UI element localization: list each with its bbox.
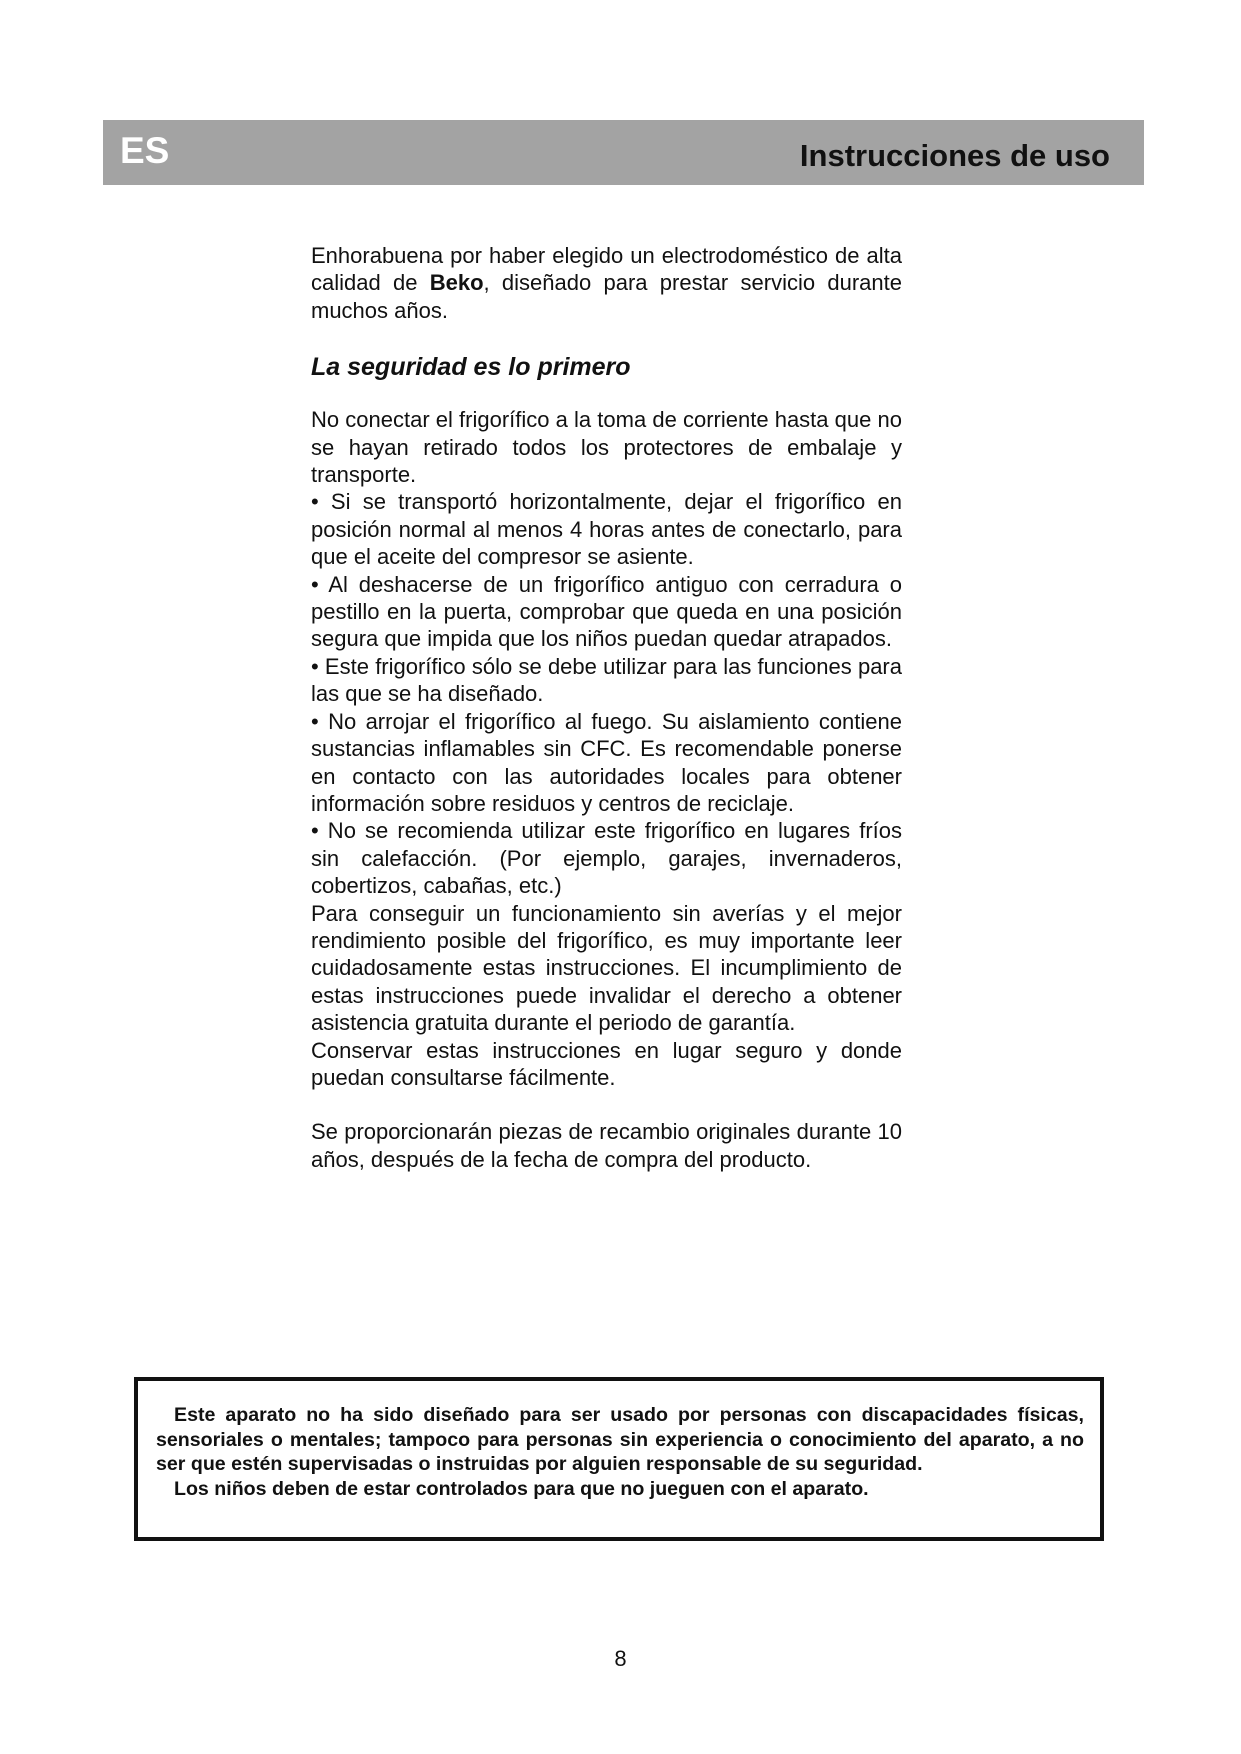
language-code: ES <box>120 130 170 171</box>
bullet-uso-previsto: • Este frigorífico sólo se debe utilizar para las funciones para las que se ha diseñado. <box>311 653 902 707</box>
warning-text-ninos: Los niños deben de estar controlados para que no jueguen con el aparato. <box>174 1477 869 1500</box>
paragraph-no-conectar: No conectar el frigorífico a la toma de corriente hasta que no se hayan retirado todos los protectores de embalaje y transporte. <box>311 407 902 488</box>
intro-text-after: , diseñado para prestar servicio durante muchos años. <box>311 270 902 323</box>
bullet-lugares-frios: • No se recomienda utilizar este frigorífico en lugares fríos sin calefacción. (Por ejemplo, garajes, invernaderos, cobertizos, cabañas, etc.) <box>311 818 902 899</box>
bullet-transporte-horizontal: • Si se transportó horizontalmente, dejar el frigorífico en posición normal al menos 4 horas antes de conectarlo, para que el aceite del compresor se asiente. <box>311 489 902 570</box>
section-title: La seguridad es lo primero <box>311 353 631 382</box>
main-content <box>311 242 902 1173</box>
bullet-frigorifico-antiguo: • Al deshacerse de un frigorífico antiguo con cerradura o pestillo en la puerta, comprobar que queda en una posición segura que impida que los niños puedan quedar atrapados. <box>311 571 902 652</box>
document-title: Instrucciones de uso <box>799 138 1110 173</box>
header-bar <box>103 120 1144 185</box>
page-number: 8 <box>614 1646 627 1671</box>
paragraph-piezas-recambio: Se proporcionarán piezas de recambio originales durante 10 años, después de la fecha de compra del producto. <box>311 1119 902 1172</box>
paragraph-funcionamiento: Para conseguir un funcionamiento sin averías y el mejor rendimiento posible del frigorífico, es muy importante leer cuidadosamente estas instrucciones. El incumplimiento de estas instrucciones puede invalidar el derecho a obtener asistencia gratuita durante el periodo de garantía. <box>311 900 902 1036</box>
intro-paragraph <box>311 242 902 324</box>
intro-text-before: Enhorabuena por haber elegido un electrodoméstico de alta calidad de <box>311 243 902 296</box>
warning-text-discapacidades: Este aparato no ha sido diseñado para ser usado por personas con discapacidades físicas, sensoriales o mentales; tampoco para personas sin experiencia o conocimiento del aparato, a no ser que estén supervisadas o instruidas por alguien responsable de su seguridad. <box>156 1404 1084 1476</box>
paragraph-conservar: Conservar estas instrucciones en lugar seguro y donde puedan consultarse fácilmente. <box>311 1037 902 1090</box>
warning-box <box>134 1377 1104 1541</box>
brand-name: Beko <box>429 270 484 296</box>
bullet-no-fuego: • No arrojar el frigorífico al fuego. Su aislamiento contiene sustancias inflamables sin CFC. Es recomendable ponerse en contacto con las autoridades locales para obtener información sobre residuos y centros de reciclaje. <box>311 708 902 816</box>
